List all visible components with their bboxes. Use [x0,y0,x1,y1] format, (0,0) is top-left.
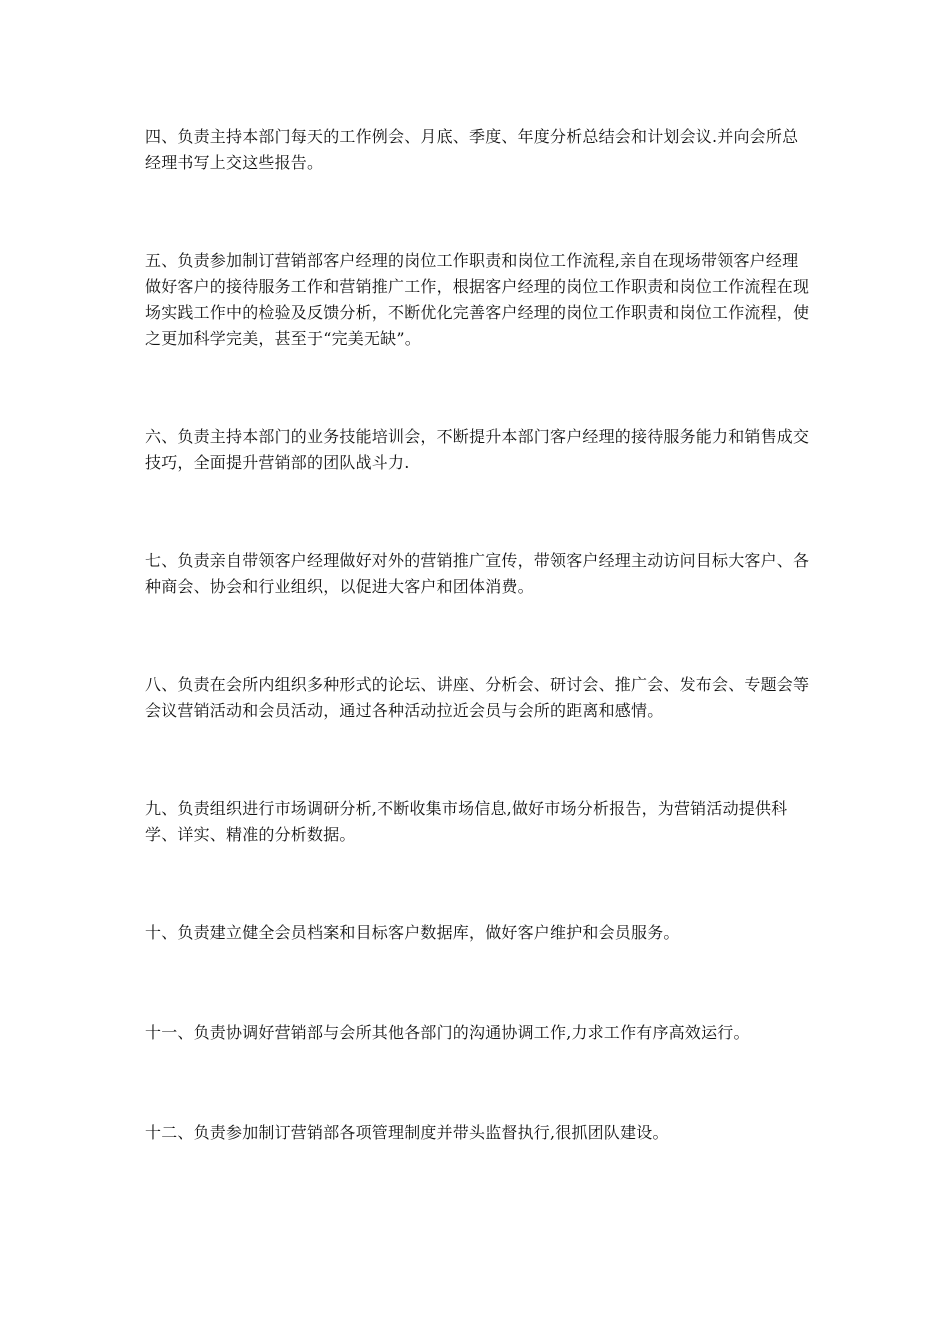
paragraph-item-5: 五、负责参加制订营销部客户经理的岗位工作职责和岗位工作流程,亲自在现场带领客户经理做好客户的接待服务工作和营销推广工作，根据客户经理的岗位工作职责和岗位工作流程在现场实践工作中的检验及反馈分析，不断优化完善客户经理的岗位工作职责和岗位工作流程，使之更加科学完美，甚至于“完美无缺”。 [145,251,810,348]
paragraph-item-11: 十一、负责协调好营销部与会所其他各部门的沟通协调工作,力求工作有序高效运行。 [145,1023,750,1042]
paragraph-item-7: 七、负责亲自带领客户经理做好对外的营销推广宣传，带领客户经理主动访问目标大客户、各种商会、协会和行业组织，以促进大客户和团体消费。 [145,551,810,596]
paragraph-item-9: 九、负责组织进行市场调研分析,不断收集市场信息,做好市场分析报告，为营销活动提供科学、详实、精准的分析数据。 [145,799,788,844]
paragraph-item-6: 六、负责主持本部门的业务技能培训会，不断提升本部门客户经理的接待服务能力和销售成交技巧，全面提升营销部的团队战斗力. [145,427,810,472]
paragraph-item-8: 八、负责在会所内组织多种形式的论坛、讲座、分析会、研讨会、推广会、发布会、专题会等会议营销活动和会员活动，通过各种活动拉近会员与会所的距离和感情。 [145,675,810,720]
paragraph-item-12: 十二、负责参加制订营销部各项管理制度并带头监督执行,很抓团队建设。 [145,1123,669,1142]
paragraph-item-10: 十、负责建立健全会员档案和目标客户数据库，做好客户维护和会员服务。 [145,923,680,942]
paragraph-item-4: 四、负责主持本部门每天的工作例会、月底、季度、年度分析总结会和计划会议.并向会所总经理书写上交这些报告。 [145,127,799,172]
